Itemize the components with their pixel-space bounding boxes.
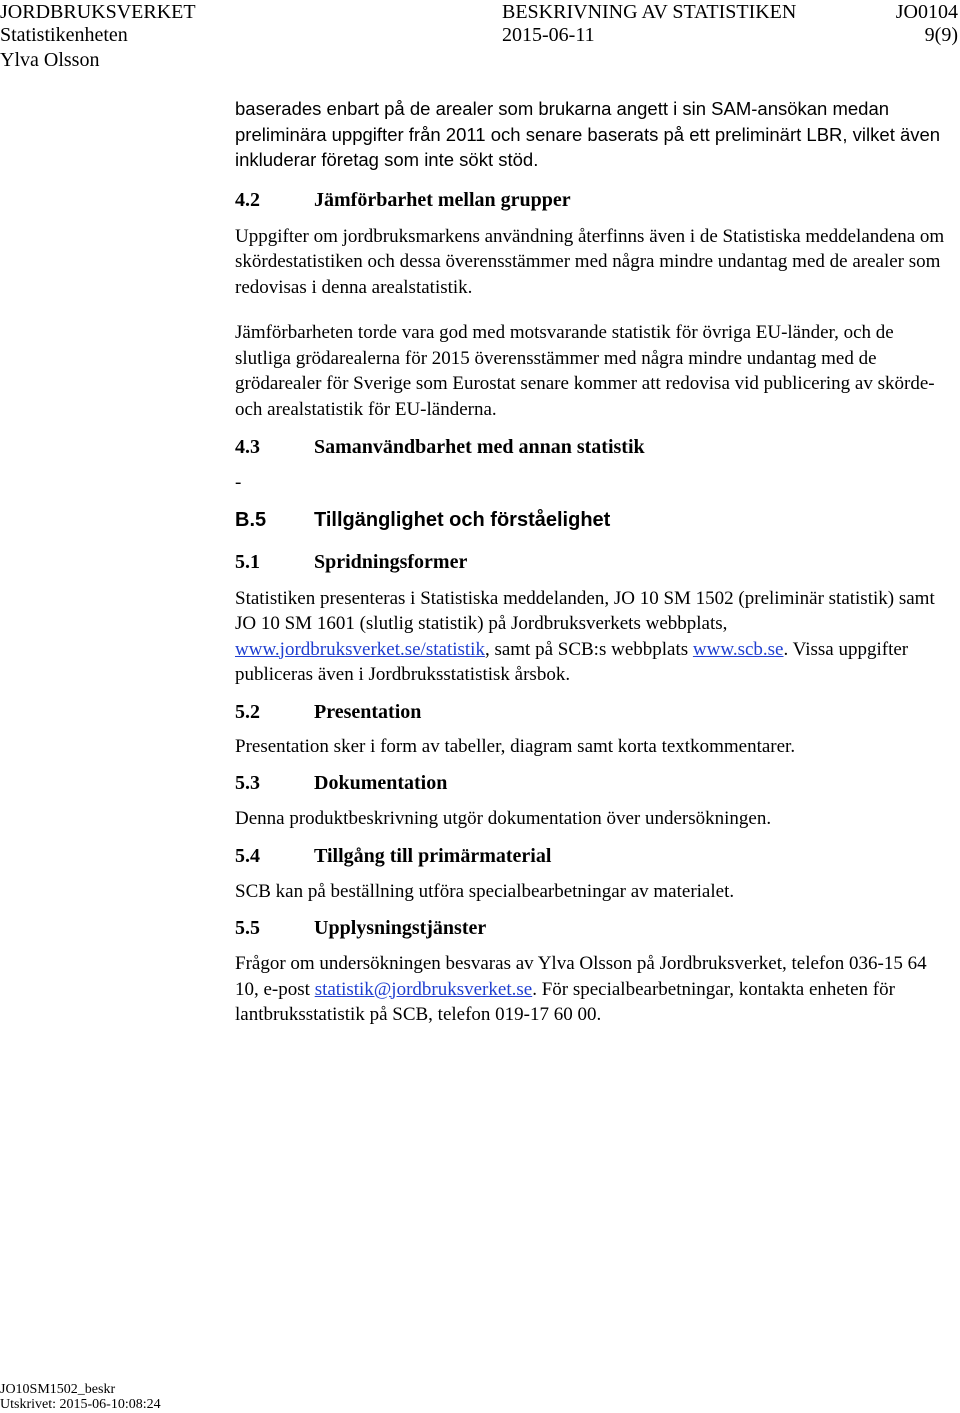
section-number: 5.4 — [235, 844, 260, 867]
section-number: 4.3 — [235, 436, 260, 458]
section-title: Samanvändbarhet med annan statistik — [314, 436, 645, 458]
section-4-2-paragraph-2: Jämförbarheten torde vara god med motsvarande statistik för övriga EU-länder, och de slutliga grödarealerna för 2015 överensstämmer med några mindre undantag med de grödarealer för Sverige som Eurostat senare kommer att redovisa vid publicering av skörde- och arealstatistik för EU-länderna. — [235, 322, 935, 420]
section-5-3-text: Denna produktbeskrivning utgör dokumentation över undersökningen. — [235, 808, 772, 829]
intro-paragraph: baserades enbart på de arealer som brukarna angett i sin SAM-ansökan medan preliminära uppgifter från 2011 och senare baserats på ett preliminärt LBR, vilket även inkluderar företag som inte sökt stöd. — [235, 98, 941, 170]
section-4-2-heading — [235, 187, 950, 213]
header-page-number: 9(9) — [924, 24, 958, 46]
section-title: Presentation — [314, 700, 422, 723]
header-author: Ylva Olsson — [0, 49, 100, 71]
text: . För specialbearbetningar, kontakta enheten för lantbruksstatistik på SCB, telefon 019-17 60 00. — [235, 978, 895, 1025]
header-doc-type: BESKRIVNING AV STATISTIKEN — [502, 1, 797, 23]
section-5-5-paragraph — [235, 951, 950, 1028]
section-5-4-text: SCB kan på beställning utföra specialbearbetningar av materialet. — [235, 880, 735, 902]
section-5-5-heading — [235, 915, 950, 941]
section-title: Tillgänglighet och förståelighet — [314, 508, 611, 531]
section-number: 4.2 — [235, 188, 260, 211]
email-link[interactable]: statistik@jordbruksverket.se — [314, 978, 533, 1000]
section-title: Dokumentation — [314, 772, 448, 794]
section-number: 5.1 — [235, 550, 260, 573]
section-title: Upplysningstjänster — [314, 917, 487, 939]
section-number: 5.5 — [235, 917, 260, 939]
section-5-3-heading — [235, 770, 950, 796]
link-scb[interactable]: www.scb.se — [692, 638, 784, 660]
section-4-3-text: - — [235, 472, 242, 493]
section-b5-heading — [235, 507, 950, 533]
section-5-4-heading — [235, 843, 950, 869]
section-4-3-heading — [235, 434, 950, 460]
header-unit: Statistikenheten — [0, 24, 128, 46]
header-doc-id: JO0104 — [895, 1, 958, 23]
section-5-1-heading — [235, 549, 950, 575]
document-body — [235, 96, 950, 1028]
section-5-2-heading — [235, 699, 950, 725]
section-number: 5.2 — [235, 700, 260, 723]
text: Frågor om undersökningen besvaras av Ylva Olsson på Jordbruksverket, telefon 036-15 64 10, e-post — [235, 953, 927, 1000]
section-number: B.5 — [235, 508, 267, 531]
footer-filename: JO10SM1502_beskr — [0, 1382, 116, 1397]
footer-printed-timestamp: Utskrivet: 2015-06-10:08:24 — [0, 1397, 161, 1412]
section-5-1-paragraph — [235, 586, 950, 688]
section-number: 5.3 — [235, 772, 260, 794]
section-title: Spridningsformer — [314, 550, 468, 573]
text: . Vissa uppgifter publiceras även i Jordbruksstatistisk årsbok. — [235, 638, 909, 685]
text: Statistiken presenteras i Statistiska meddelanden, JO 10 SM 1502 (preliminär statistik) samt JO 10 SM 1601 (slutlig statistik) på Jordbruksverkets webbplats, — [235, 587, 935, 634]
section-title: Tillgång till primärmaterial — [314, 844, 552, 867]
section-5-2-text: Presentation sker i form av tabeller, diagram samt korta textkommentarer. — [235, 735, 796, 757]
text: , samt på SCB:s webbplats — [484, 638, 693, 660]
header-org: JORDBRUKSVERKET — [0, 1, 196, 23]
section-title: Jämförbarhet mellan grupper — [314, 188, 571, 211]
header-date: 2015-06-11 — [502, 24, 595, 46]
section-4-2-paragraph-1: Uppgifter om jordbruksmarkens användning återfinns även i de Statistiska meddelandena om skördestatistiken och dessa överensstämmer med några mindre undantag med de arealer som redovisas i denna arealstatistik. — [235, 225, 945, 298]
link-jordbruksverket-statistik[interactable]: www.jordbruksverket.se/statistik — [235, 638, 485, 660]
